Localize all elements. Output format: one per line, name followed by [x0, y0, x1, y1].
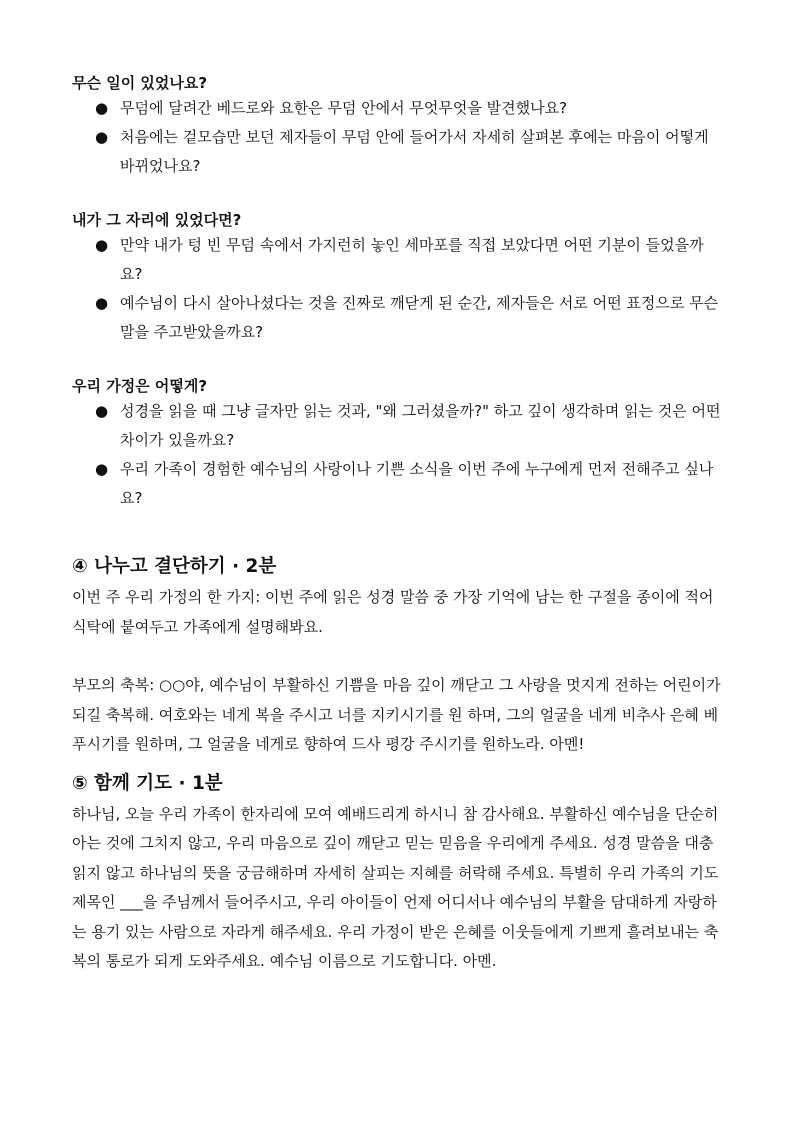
share-text: 이번 주 우리 가정의 한 가지: 이번 주에 읽은 성경 말씀 중 가장 기억에 남는 한 구절을 종이에 적어 식탁에 붙여두고 가족에게 설명해봐요. [72, 588, 714, 636]
section-heading: 내가 그 자리에 있었다면? [72, 211, 242, 229]
bullet-icon: ● [95, 236, 109, 254]
question-item [72, 455, 722, 513]
prayer-section [72, 770, 722, 977]
question-list [72, 231, 722, 347]
question-text: 무덤에 달려간 베드로와 요한은 무덤 안에서 무엇무엇을 발견했나요? [120, 99, 568, 117]
section-heading: 우리 가정은 어떻게? [72, 377, 208, 395]
question-item [72, 289, 722, 347]
question-text: 우리 가족이 경험한 예수님의 사랑이나 기쁜 소식을 이번 주에 누구에게 먼저 전해주고 싶나요? [120, 460, 714, 507]
question-block-our-family [72, 375, 722, 513]
prayer-section-title: ⑤ 함께 기도 · 1분 [72, 772, 223, 794]
paragraph-gap [72, 642, 722, 671]
question-block-if-i-were-there [72, 209, 722, 347]
bullet-icon: ● [95, 128, 109, 146]
prayer-text: 하나님, 오늘 우리 가족이 한자리에 모여 예배드리게 하시니 참 감사해요. 부활하신 예수님을 단순히 아는 것에 그치지 않고, 우리 마음으로 깊이 깨닫고 믿는 믿음을 우리에게 주세요. 성경 말씀을 대충 읽지 않고 하나님의 뜻을 궁금해하며 자세히 살피는 지혜를 허락해 주세요. 특별히 우리 가족의 기도제목인 ___을 주님께서 들어주시고, 우리 아이들이 언제 어디서나 예수님의 부활을 담대하게 자랑하는 용기 있는 사람으로 자라게 해주세요. 우리 가정이 받은 은혜를 이웃들에게 기쁘게 흘려보내는 축복의 통로가 되게 도와주세요. 예수님 이름으로 기도합니다. 아멘. [72, 804, 719, 970]
question-text: 만약 내가 텅 빈 무덤 속에서 가지런히 놓인 세마포를 직접 보았다면 어떤 기분이 들었을까요? [120, 236, 704, 283]
question-text: 예수님이 다시 살아나셨다는 것을 진짜로 깨닫게 된 순간, 제자들은 서로 어떤 표정으로 무슨 말을 주고받았을까요? [120, 294, 719, 341]
question-text: 처음에는 겉모습만 보던 제자들이 무덤 안에 들어가서 자세히 살펴본 후에는 마음이 어떻게 바뀌었나요? [120, 128, 709, 175]
bullet-icon: ● [95, 294, 109, 312]
question-block-what-happened [72, 72, 722, 181]
share-section [72, 553, 722, 760]
question-item [72, 94, 722, 123]
parent-blessing: 부모의 축복: ○○야, 예수님이 부활하신 기쁨을 마음 깊이 깨닫고 그 사랑을 멋지게 전하는 어린이가 되길 축복해. 여호와는 네게 복을 주시고 너를 지키시기를 원 하며, 그의 얼굴을 네게 비추사 은혜 베푸시기를 원하며, 그 얼굴을 네게로 향하여 드사 평강 주시기를 원하노라. 아멘! [72, 676, 721, 753]
share-section-title: ④ 나누고 결단하기 · 2분 [72, 556, 277, 577]
document-page [72, 72, 722, 977]
question-text: 성경을 읽을 때 그냥 글자만 읽는 것과, "왜 그러셨을까?" 하고 깊이 생각하며 읽는 것은 어떤 차이가 있을까요? [120, 402, 721, 449]
bullet-icon: ● [95, 402, 109, 420]
question-item [72, 123, 722, 181]
question-item [72, 397, 722, 455]
section-heading: 무슨 일이 있었나요? [72, 74, 208, 92]
bullet-icon: ● [95, 99, 109, 117]
question-item [72, 231, 722, 289]
question-list [72, 94, 722, 181]
bullet-icon: ● [95, 460, 109, 478]
question-list [72, 397, 722, 513]
